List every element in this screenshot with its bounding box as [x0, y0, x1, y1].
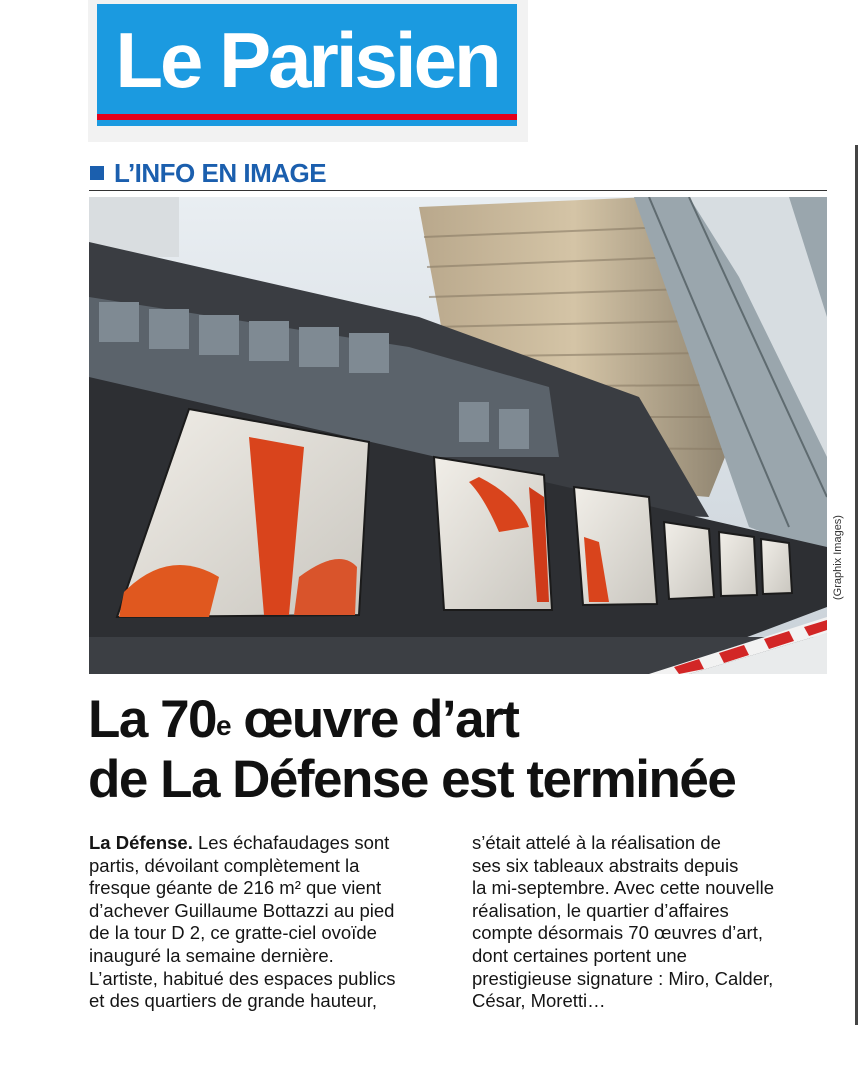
- headline-superscript: e: [216, 710, 231, 741]
- le-parisien-logo: [97, 4, 517, 126]
- body-line: réalisation, le quartier d’affaires: [472, 899, 729, 921]
- lead-dateline: La Défense.: [89, 832, 193, 853]
- body-line: César, Moretti…: [472, 990, 606, 1012]
- logo-red-rule: [97, 114, 517, 120]
- body-line: de la tour D 2, ce gratte-ciel ovoïde: [89, 922, 377, 944]
- body-line: inauguré la semaine dernière.: [89, 944, 334, 966]
- body-line: s’était attelé à la réalisation de: [472, 832, 721, 853]
- body-line: compte désormais 70 œuvres d’art,: [472, 922, 763, 944]
- body-line: et des quartiers de grande hauteur,: [89, 990, 377, 1012]
- body-line: [89, 832, 434, 855]
- body-line: L’artiste, habitué des espaces publics: [89, 967, 396, 989]
- headline-line-1: [88, 690, 828, 750]
- square-bullet-icon: [90, 166, 104, 180]
- body-line: d’achever Guillaume Bottazzi au pied: [89, 899, 395, 921]
- headline-text: La 70: [88, 690, 217, 749]
- body-line: fresque géante de 216 m² que vient: [89, 877, 382, 899]
- section-rubric: [90, 158, 326, 188]
- logo-wordmark: Le Parisien: [115, 16, 499, 104]
- body-line: partis, dévoilant complètement la: [89, 854, 360, 876]
- headline-line-2: de La Défense est terminée: [88, 750, 736, 809]
- photo-illustration: [89, 197, 827, 674]
- body-line: la mi-septembre. Avec cette nouvelle: [472, 877, 774, 899]
- body-line: prestigieuse signature : Miro, Calder,: [472, 967, 774, 989]
- photo-credit: (Graphix Images): [832, 515, 844, 600]
- headline-text: œuvre d’art: [230, 690, 519, 749]
- body-line: dont certaines portent une: [472, 944, 687, 966]
- body-text: Les échafaudages sont: [192, 832, 390, 853]
- article-column-2: [472, 832, 817, 1013]
- body-line: ses six tableaux abstraits depuis: [472, 854, 739, 876]
- article-column-1: [89, 832, 434, 1013]
- rubric-label: L’INFO EN IMAGE: [114, 157, 327, 188]
- article-photo: [89, 197, 827, 674]
- article-headline: [88, 690, 828, 810]
- rubric-divider: [89, 190, 827, 191]
